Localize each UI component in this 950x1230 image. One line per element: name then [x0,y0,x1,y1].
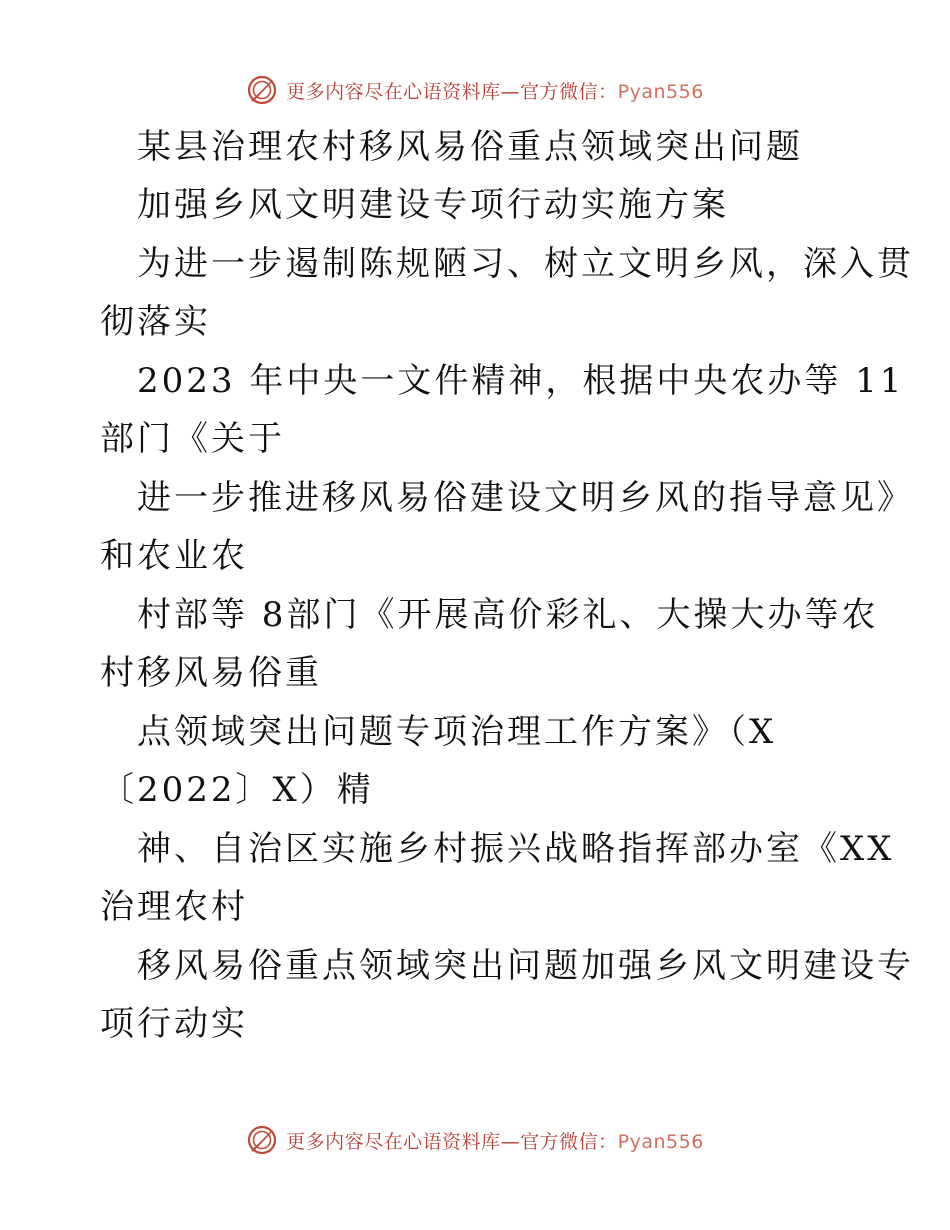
paragraph-line: 项行动实 [100,1004,248,1044]
paragraph-line: 2023 年中央一文件精神，根据中央农办等 11 [137,361,905,401]
paragraph-line: 彻落实 [100,302,211,342]
paragraph-line: 村部等 8部门《开展高价彩礼、大操大办等农 [137,595,879,635]
doc-title-line-2: 加强乡风文明建设专项行动实施方案 [137,185,729,225]
quill-seal-icon [246,1124,278,1156]
paragraph-line: 点领域突出问题专项治理工作方案》（X [137,712,777,752]
paragraph-line: 村移风易俗重 [100,653,322,693]
paragraph-line: 进一步推进移风易俗建设文明乡风的指导意见》 [137,478,914,518]
paragraph-line: 移风易俗重点领域突出问题加强乡风文明建设专 [137,946,914,986]
paragraph-line: 为进一步遏制陈规陋习、树立文明乡风，深入贯 [137,244,914,284]
watermark-wechat-id: Pyan556 [617,1130,704,1153]
doc-title-line-1: 某县治理农村移风易俗重点领域突出问题 [137,127,803,167]
footer-watermark [0,1120,950,1160]
paragraph-line: 部门《关于 [100,419,285,459]
watermark-label: 更多内容尽在心语资料库—官方微信： [286,1130,618,1153]
paragraph-line: 治理农村 [100,887,248,927]
watermark-text [286,1127,704,1154]
watermark-label: 更多内容尽在心语资料库—官方微信： [286,80,618,103]
paragraph-line: 和农业农 [100,536,248,576]
paragraph-line: 〔2022〕X）精 [100,770,374,810]
paragraph-line: 神、自治区实施乡村振兴战略指挥部办室《XX [137,829,895,869]
watermark-wechat-id: Pyan556 [617,80,704,103]
